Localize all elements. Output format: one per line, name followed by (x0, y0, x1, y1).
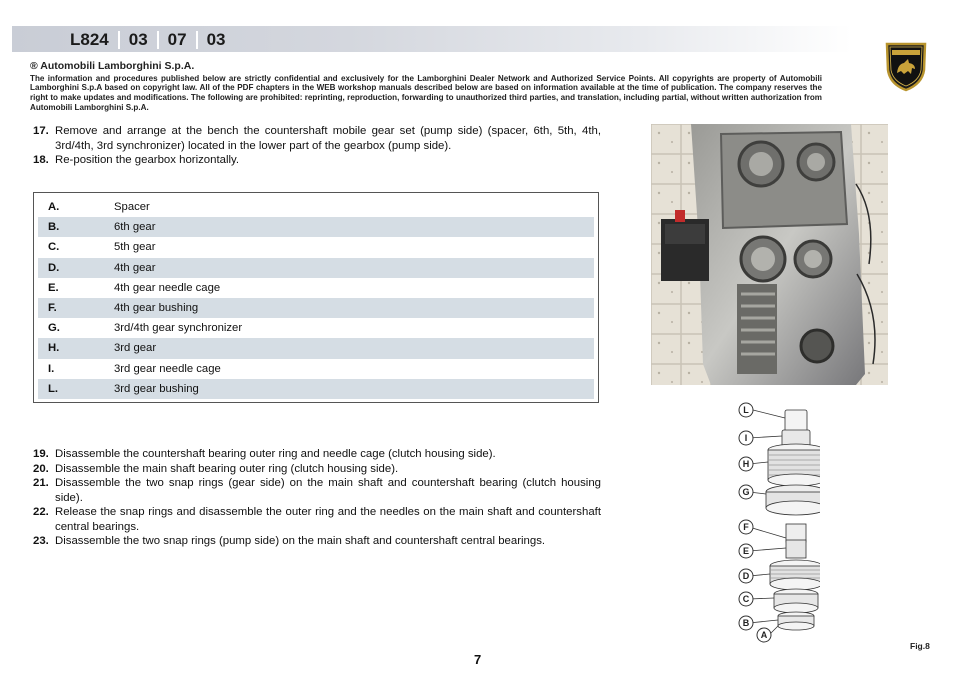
callout-label: H (742, 459, 750, 469)
legend-row (38, 197, 594, 217)
code-subgroup: 07 (167, 30, 187, 49)
legend-key: L. (48, 382, 59, 395)
legend-value: Spacer (114, 201, 150, 214)
legend-key: F. (48, 302, 57, 315)
legend-value: 4th gear bushing (114, 302, 199, 315)
legend-row (38, 298, 594, 318)
step-number: 21. (33, 477, 49, 489)
step-number: 18. (33, 154, 49, 166)
company-name: ® Automobili Lamborghini S.p.A. (30, 60, 195, 72)
gearbox-photo (651, 124, 888, 385)
step-text: Disassemble the main shaft bearing outer ring (clutch housing side). (55, 462, 399, 475)
step-item (33, 447, 601, 462)
step-item (33, 476, 601, 505)
step-item (33, 124, 601, 153)
step-number: 22. (33, 506, 49, 518)
callout-label: E (742, 546, 750, 556)
legend-value: 5th gear (114, 241, 156, 254)
figure-label: Fig.8 (910, 641, 930, 651)
lamborghini-logo-icon (884, 40, 928, 92)
legend-row (38, 379, 594, 399)
step-number: 23. (33, 535, 49, 547)
step-text: Disassemble the two snap rings (pump side) on the main shaft and countershaft central bearings. (55, 535, 546, 547)
legend-value: 3rd gear needle cage (114, 362, 221, 375)
step-number: 17. (33, 125, 49, 137)
step-text: Release the snap rings and disassemble the outer ring and the needles on the main shaft and countershaft central bearings. (55, 506, 601, 533)
callout-label: A (760, 630, 768, 640)
step-number: 19. (33, 448, 49, 460)
step-text: Disassemble the two snap rings (gear side) on the main shaft and countershaft bearing (clutch housing side). (55, 477, 601, 504)
code-group: 03 (128, 30, 148, 49)
step-item (33, 462, 601, 477)
callout-label: I (744, 433, 748, 443)
code-model: L824 (70, 30, 109, 49)
step-number: 20. (33, 462, 49, 475)
copyright-notice (30, 60, 822, 112)
step-item (33, 153, 601, 168)
legend-key: D. (48, 261, 60, 274)
parts-legend-table (33, 192, 599, 403)
legend-key: H. (48, 342, 60, 355)
legend-row (38, 318, 594, 338)
callout-label: C (742, 594, 750, 604)
procedure-steps-top (33, 124, 601, 168)
legend-key: C. (48, 241, 60, 254)
legend-value: 6th gear (114, 221, 156, 234)
exploded-gear-diagram (730, 398, 820, 646)
legend-key: G. (48, 322, 60, 335)
callout-label: L (743, 405, 749, 415)
step-text: Re-position the gearbox horizontally. (55, 154, 240, 166)
callout-label: B (742, 618, 750, 628)
callout-label: F (743, 522, 749, 532)
legend-value: 3rd gear (114, 342, 157, 355)
procedure-steps-bottom (33, 447, 601, 549)
legend-value: 3rd gear bushing (114, 382, 199, 395)
legend-row (38, 278, 594, 298)
code-page: 03 (206, 30, 226, 49)
legend-value: 4th gear (114, 261, 156, 274)
legend-row (38, 217, 594, 237)
legend-row (38, 258, 594, 278)
legend-row (38, 237, 594, 257)
callout-label: G (742, 487, 750, 497)
step-item (33, 505, 601, 534)
legend-key: B. (48, 221, 60, 234)
document-code (70, 30, 235, 50)
legend-key: I. (48, 362, 55, 375)
legal-text: The information and procedures published below are strictly confidential and exclusively for the Lamborghini Dealer Network and Authorized Service Points. All copyrights are property of Automobili Lamborghini S.p.A based on copyright law. All of the PDF chapters in the WEB workshop manuals described below are based on information available at the time of publication. The company reserves the right to make updates and modifications. The following are prohibited: reprinting, reproduction, forwarding to unauthorized third parties, and translation, including partial, without written authorization from Automobili Lamborghini S.p.A. (30, 73, 822, 112)
step-item (33, 534, 601, 549)
legend-value: 3rd/4th gear synchronizer (114, 322, 243, 335)
legend-key: E. (48, 281, 59, 294)
legend-value: 4th gear needle cage (114, 281, 221, 294)
legend-row (38, 359, 594, 379)
step-text: Disassemble the countershaft bearing outer ring and needle cage (clutch housing side). (55, 448, 496, 460)
page-number: 7 (474, 652, 482, 667)
callout-label: D (742, 571, 750, 581)
legend-row (38, 338, 594, 358)
step-text: Remove and arrange at the bench the countershaft mobile gear set (pump side) (spacer, 6th, 5th, 4th, 3rd/4th, 3rd synchronizer) located in the lower part of the gearbox (pump side). (55, 125, 601, 152)
legend-key: A. (48, 201, 60, 214)
